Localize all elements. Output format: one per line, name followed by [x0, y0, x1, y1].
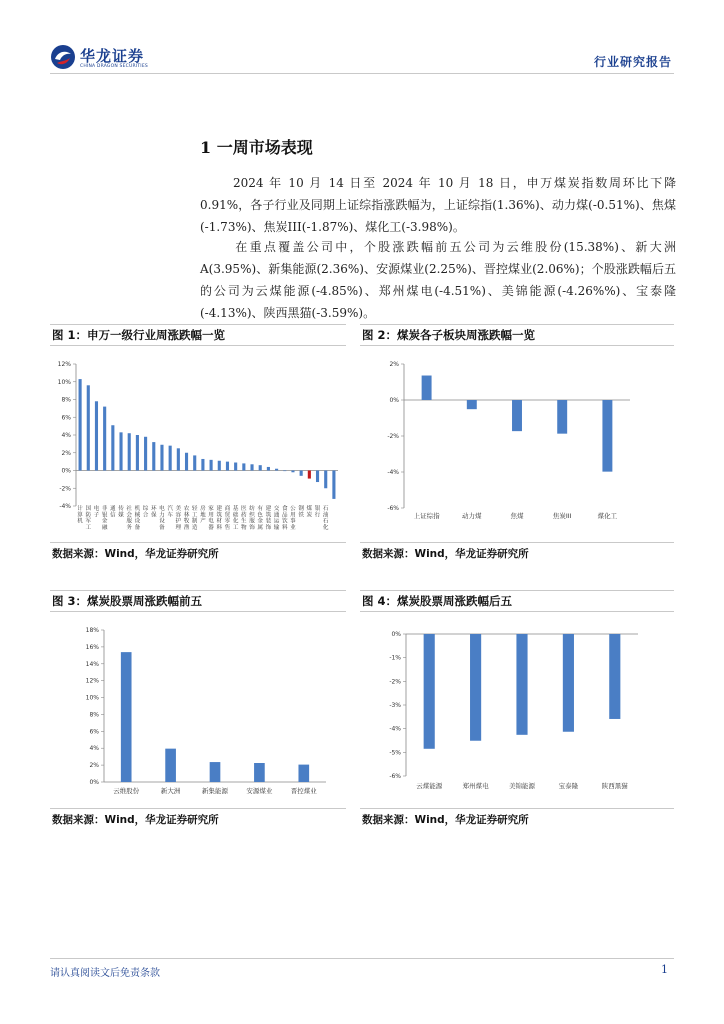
fig3-title: 图 3：煤炭股票周涨跌幅前五: [52, 594, 203, 608]
x-tick-label: 设: [134, 518, 141, 525]
x-tick-label: 料: [281, 524, 288, 531]
bar-8: [136, 435, 139, 471]
x-tick-label: 建: [216, 506, 223, 512]
x-tick-label: 媒: [118, 512, 124, 519]
bar-9: [144, 437, 147, 471]
x-tick-label: 电: [159, 506, 165, 512]
bar-1: [424, 634, 435, 749]
bar-5: [602, 400, 612, 472]
bar-12: [169, 446, 172, 471]
x-tick-label: 综: [142, 506, 149, 512]
x-tick-label: 售: [224, 524, 231, 531]
x-tick-label: 生: [241, 518, 247, 525]
fig1-top-rule: [50, 324, 346, 325]
y-tick-label: -1%: [389, 654, 401, 662]
x-tick-label: 农: [183, 506, 190, 512]
x-tick-label: 非: [101, 506, 108, 512]
x-tick-label: 电: [93, 506, 100, 512]
x-tick-label: 石: [322, 518, 329, 525]
x-tick-label: 行: [314, 512, 321, 519]
y-tick-label: 16%: [85, 643, 99, 651]
x-tick-label: 银: [314, 506, 321, 512]
y-tick-label: 0%: [391, 631, 401, 638]
bar-5: [111, 425, 114, 470]
fig2-source: 数据来源：Wind，华龙证券研究所: [362, 548, 529, 560]
x-tick-label: 用: [208, 512, 214, 519]
y-tick-label: -2%: [59, 485, 71, 493]
fig2-chart: [360, 352, 674, 542]
y-tick-label: 14%: [85, 660, 99, 668]
bar-13: [177, 448, 180, 470]
bar-1: [422, 376, 432, 400]
bar-15: [193, 455, 196, 470]
bar-6: [119, 432, 122, 470]
y-tick-label: -4%: [389, 725, 401, 733]
x-tick-label: 零: [224, 518, 231, 525]
y-tick-label: 10%: [57, 378, 71, 386]
fig3-title-rule: [50, 611, 346, 612]
bar-29: [308, 471, 311, 479]
fig3-chart: [50, 618, 346, 808]
x-tick-label: 地: [200, 512, 206, 519]
x-tick-label: 化: [322, 524, 329, 531]
x-tick-label: 产: [200, 518, 206, 525]
x-tick-label: 服: [249, 518, 255, 525]
x-tick-label: 焦煤: [510, 512, 524, 520]
paragraph-2-text: 在重点覆盖公司中，个股涨跌幅前五公司为云维股份(15.38%)、新大洲A(3.95%)、新集能源(2.36%)、安源煤业(2.25%)、晋控煤业(2.06%)；个股涨跌幅后五的公司为云煤能源(-4.85%)、郑州煤电(-4.51%)、美锦能源(-4.26%%)、宝泰隆(-4.13%)、陕西黑猫(-3.59%)。: [200, 240, 676, 320]
y-tick-label: -6%: [389, 773, 401, 780]
paragraph-stocks-summary: [200, 236, 676, 324]
bar-20: [234, 463, 237, 471]
x-tick-label: 信: [110, 512, 116, 519]
bar-3: [516, 634, 527, 735]
x-tick-label: 传: [118, 506, 124, 512]
x-tick-label: 护: [175, 518, 182, 525]
x-tick-label: 织: [249, 512, 255, 519]
x-tick-label: 钢: [298, 506, 304, 512]
x-tick-label: 医: [241, 506, 247, 512]
x-tick-label: 容: [175, 512, 182, 519]
x-tick-label: 子: [93, 512, 100, 519]
company-logo: [50, 44, 170, 72]
y-tick-label: -4%: [59, 503, 71, 510]
bar-11: [160, 445, 163, 471]
x-tick-label: 公: [290, 506, 296, 512]
bar-26: [283, 471, 286, 472]
x-tick-label: 上证综指: [413, 512, 440, 520]
x-tick-label: 电: [208, 518, 214, 525]
bar-27: [291, 471, 294, 473]
x-tick-label: 金: [101, 518, 108, 525]
fig3-top-rule: [50, 590, 346, 591]
bar-4: [563, 634, 574, 732]
x-tick-label: 新集能源: [202, 787, 228, 795]
y-tick-label: -5%: [389, 749, 401, 757]
x-tick-label: 属: [257, 524, 264, 531]
bar-24: [267, 467, 270, 471]
fig4-source: 数据来源：Wind，华龙证券研究所: [362, 814, 529, 826]
y-tick-label: 12%: [85, 677, 99, 685]
x-tick-label: 基: [232, 506, 239, 512]
x-tick-label: 保: [150, 512, 157, 519]
x-tick-label: 纺: [249, 506, 255, 512]
paragraph-1-text: 2024 年 10 月 14 日至 2024 年 10 月 18 日，申万煤炭指数周环比下降 0.91%，各子行业及同期上证综指涨跌幅为，上证综指(1.36%)、动力煤(-0.51%)、焦煤(-1.73%)、焦炭III(-1.87%)、煤化工(-3.98%)。: [200, 176, 676, 234]
y-tick-label: 8%: [89, 711, 99, 719]
bar-2: [467, 400, 477, 409]
y-tick-label: 4%: [61, 432, 71, 439]
y-tick-label: 12%: [57, 361, 71, 368]
x-tick-label: 务: [126, 524, 133, 531]
fig3-bottom-rule: [50, 808, 346, 809]
bar-1: [79, 379, 82, 470]
bar-30: [316, 471, 319, 483]
page-number: 1: [661, 963, 668, 976]
x-tick-label: 通: [273, 512, 280, 519]
x-tick-label: 会: [126, 512, 133, 519]
x-tick-label: 合: [142, 512, 149, 519]
x-tick-label: 煤: [306, 506, 313, 512]
x-tick-label: 机: [77, 518, 83, 525]
y-tick-label: -3%: [389, 702, 401, 709]
y-tick-label: 2%: [61, 449, 71, 457]
report-type-label: 行业研究报告: [593, 55, 672, 69]
x-tick-label: 事: [290, 518, 296, 525]
x-tick-label: 焦炭III: [552, 512, 572, 520]
x-tick-label: 房: [200, 506, 206, 512]
x-tick-label: 美锦能源: [509, 782, 535, 790]
y-tick-label: 2%: [389, 361, 399, 368]
bar-14: [185, 453, 188, 471]
x-tick-label: 汽: [167, 506, 173, 512]
bar-16: [201, 459, 204, 471]
fig4-top-rule: [360, 590, 674, 591]
x-tick-label: 装: [265, 518, 272, 525]
logo-text: 华龙证券: [80, 47, 145, 65]
x-tick-label: 造: [191, 524, 198, 531]
bar-10: [152, 442, 155, 470]
x-tick-label: 宝泰隆: [558, 782, 579, 790]
x-tick-label: 药: [241, 512, 247, 519]
x-tick-label: 防: [85, 512, 92, 519]
fig2-bottom-rule: [360, 542, 674, 543]
bar-19: [226, 462, 229, 471]
x-tick-label: 工: [85, 524, 92, 531]
y-tick-label: 4%: [89, 745, 99, 753]
x-tick-label: 贸: [224, 512, 231, 519]
bar-3: [210, 762, 221, 782]
x-tick-label: 新大洲: [160, 787, 181, 795]
x-tick-label: 铁: [298, 512, 304, 519]
bar-21: [242, 463, 245, 470]
bar-2: [470, 634, 481, 741]
x-tick-label: 制: [191, 518, 198, 525]
x-tick-label: 郑州煤电: [462, 782, 489, 790]
dragon-logo-icon: [50, 44, 76, 70]
bar-7: [128, 433, 131, 470]
fig1-source: 数据来源：Wind，华龙证券研究所: [52, 548, 219, 560]
x-tick-label: 军: [85, 518, 92, 525]
x-tick-label: 晋控煤业: [290, 787, 317, 795]
x-tick-label: 云煤能源: [416, 782, 443, 790]
x-tick-label: 牧: [183, 518, 190, 525]
fig1-chart: [50, 352, 346, 542]
bar-5: [609, 634, 620, 719]
x-tick-label: 林: [183, 512, 190, 519]
x-tick-label: 化: [232, 518, 239, 525]
x-tick-label: 动力煤: [462, 512, 482, 520]
bar-1: [121, 652, 132, 782]
bar-22: [250, 464, 253, 470]
fig2-title: 图 2：煤炭各子板块周涨跌幅一览: [362, 328, 536, 342]
x-tick-label: 机: [134, 506, 141, 512]
bar-5: [298, 765, 309, 782]
x-tick-label: 算: [77, 512, 83, 519]
x-tick-label: 交: [273, 506, 280, 512]
x-tick-label: 工: [232, 524, 239, 531]
y-tick-label: -4%: [387, 469, 399, 476]
x-tick-label: 商: [224, 506, 231, 512]
paragraph-index-summary: [200, 172, 676, 238]
y-tick-label: 8%: [61, 396, 71, 404]
x-tick-label: 器: [208, 524, 214, 531]
x-tick-label: 饮: [281, 518, 288, 525]
x-tick-label: 服: [126, 518, 133, 525]
bar-4: [557, 400, 567, 434]
x-tick-label: 环: [150, 506, 157, 512]
section-title: 1 一周市场表现: [200, 138, 313, 157]
x-tick-label: 金: [257, 518, 264, 525]
x-tick-label: 轻: [191, 506, 198, 512]
bar-23: [259, 465, 262, 470]
bar-28: [300, 471, 303, 476]
bar-25: [275, 469, 278, 471]
x-tick-label: 饰: [249, 524, 255, 531]
x-tick-label: 石: [322, 506, 329, 512]
x-tick-label: 业: [290, 524, 296, 531]
fig3-source: 数据来源：Wind，华龙证券研究所: [52, 814, 219, 826]
y-tick-label: 2%: [89, 762, 99, 770]
bar-4: [254, 763, 265, 782]
bar-32: [332, 471, 335, 499]
x-tick-label: 车: [167, 512, 173, 519]
x-tick-label: 材: [216, 518, 223, 525]
y-tick-label: 0%: [89, 779, 99, 786]
x-tick-label: 理: [175, 524, 182, 531]
x-tick-label: 备: [159, 524, 165, 531]
y-tick-label: 0%: [389, 397, 399, 404]
footer-divider: [50, 958, 674, 959]
y-tick-label: -2%: [387, 433, 399, 440]
x-tick-label: 物: [241, 524, 247, 531]
x-tick-label: 美: [175, 506, 182, 512]
x-tick-label: 料: [216, 524, 223, 531]
x-tick-label: 运: [273, 518, 280, 525]
fig1-title-rule: [50, 345, 346, 346]
bar-2: [165, 749, 176, 782]
x-tick-label: 煤化工: [597, 512, 618, 520]
x-tick-label: 筑: [216, 512, 223, 519]
footer-disclaimer: 请认真阅读文后免责条款: [50, 968, 160, 979]
bar-31: [324, 471, 327, 489]
x-tick-label: 家: [208, 506, 214, 512]
fig4-title: 图 4：煤炭股票周涨跌幅后五: [362, 594, 513, 608]
x-tick-label: 通: [110, 506, 116, 512]
y-tick-label: -2%: [389, 678, 401, 686]
x-tick-label: 用: [290, 512, 296, 519]
bar-3: [512, 400, 522, 431]
x-tick-label: 输: [273, 524, 280, 531]
y-tick-label: 6%: [61, 414, 71, 422]
header-divider: [50, 73, 674, 74]
logo-subtext: CHINA DRAGON SECURITIES: [80, 64, 148, 69]
x-tick-label: 银: [101, 512, 108, 519]
bar-4: [103, 407, 106, 471]
y-tick-label: 6%: [89, 728, 99, 736]
fig4-title-rule: [360, 611, 674, 612]
x-tick-label: 食: [281, 506, 288, 512]
x-tick-label: 工: [191, 512, 198, 519]
x-tick-label: 渔: [183, 524, 190, 531]
x-tick-label: 社: [126, 506, 133, 512]
bar-2: [87, 385, 90, 470]
x-tick-label: 色: [257, 512, 264, 519]
x-tick-label: 油: [322, 512, 329, 519]
bar-17: [210, 460, 213, 471]
fig1-bottom-rule: [50, 542, 346, 543]
x-tick-label: 筑: [265, 512, 272, 519]
x-tick-label: 础: [232, 512, 239, 519]
y-tick-label: 0%: [61, 467, 71, 475]
x-tick-label: 安源煤业: [246, 787, 273, 795]
x-tick-label: 设: [159, 518, 165, 525]
fig2-title-rule: [360, 345, 674, 346]
bar-3: [95, 401, 98, 470]
fig1-title: 图 1：申万一级行业周涨跌幅一览: [52, 328, 226, 342]
x-tick-label: 建: [265, 506, 272, 512]
bar-18: [218, 461, 221, 471]
x-tick-label: 云维股份: [113, 787, 140, 795]
x-tick-label: 饰: [265, 524, 272, 531]
x-tick-label: 械: [134, 512, 141, 519]
x-tick-label: 陕西黑猫: [601, 782, 628, 790]
x-tick-label: 备: [134, 524, 141, 531]
x-tick-label: 炭: [306, 512, 313, 519]
y-tick-label: 10%: [85, 694, 99, 702]
y-tick-label: -6%: [387, 505, 399, 512]
fig4-bottom-rule: [360, 808, 674, 809]
fig4-chart: [360, 618, 674, 808]
x-tick-label: 国: [85, 506, 92, 512]
x-tick-label: 品: [281, 512, 288, 519]
x-tick-label: 有: [257, 506, 264, 512]
y-tick-label: 18%: [85, 627, 99, 634]
fig2-top-rule: [360, 324, 674, 325]
x-tick-label: 计: [77, 506, 83, 512]
x-tick-label: 融: [101, 524, 108, 531]
x-tick-label: 力: [159, 512, 165, 519]
